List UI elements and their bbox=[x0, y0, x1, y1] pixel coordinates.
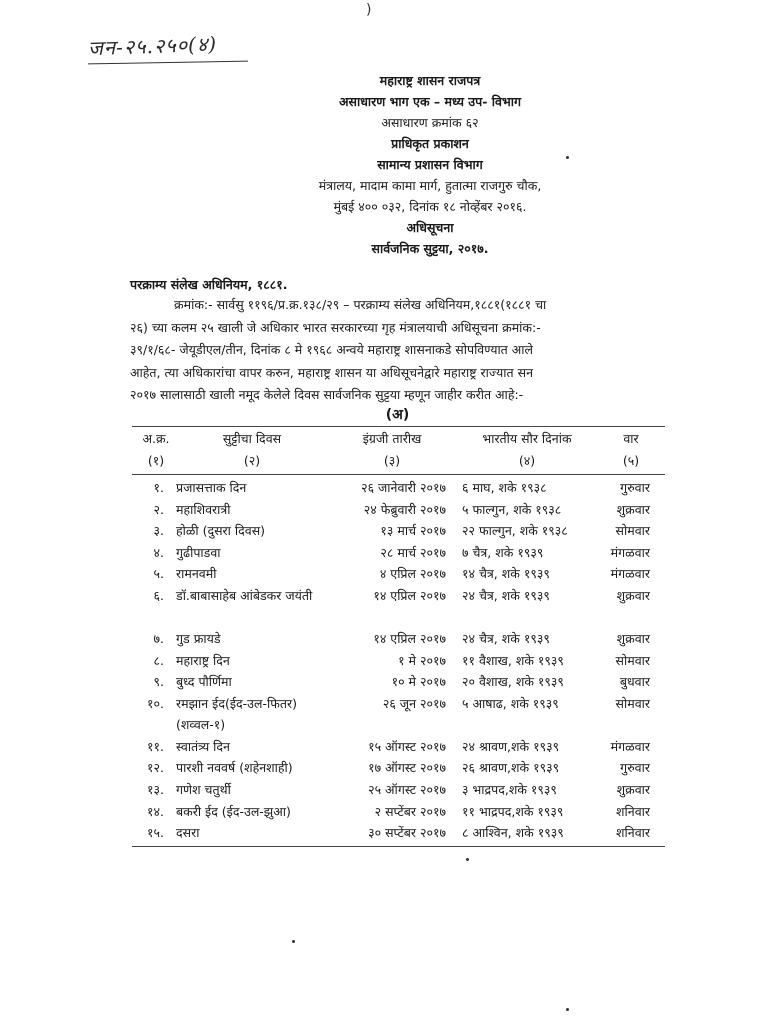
cell-weekday: शुक्रवार bbox=[616, 781, 650, 797]
cell-holiday: दसरा bbox=[176, 825, 200, 841]
table-row bbox=[132, 757, 665, 779]
cell-english-date: १४ एप्रिल २०१७ bbox=[373, 587, 446, 603]
table-row bbox=[132, 542, 665, 564]
table-row bbox=[132, 671, 665, 693]
cell-holiday: पारशी नववर्ष (शहेनशाही) bbox=[176, 760, 293, 776]
scan-speck bbox=[292, 940, 295, 943]
table-body bbox=[132, 477, 665, 844]
cell-weekday: मंगळवार bbox=[610, 566, 650, 582]
paragraph-line: २६) च्या कलम २५ खाली जे अधिकार भारत सरकारच्या गृह मंत्रालयाची अधिसूचना क्रमांक:- bbox=[130, 319, 541, 335]
notice-heading: अधिसूचना bbox=[406, 220, 454, 235]
scan-speck bbox=[566, 1008, 569, 1011]
cell-solar-date: २२ फाल्गुन, शके १९३८ bbox=[462, 523, 568, 539]
table-row bbox=[132, 693, 665, 736]
table-section-label: (अ) bbox=[385, 407, 410, 423]
cell-english-date: १ मे २०१७ bbox=[398, 652, 446, 668]
table-row bbox=[132, 499, 665, 521]
cell-english-date: १४ एप्रिल २०१७ bbox=[373, 630, 446, 646]
cell-serial: ९. bbox=[153, 674, 164, 690]
table-header-rule bbox=[132, 474, 665, 475]
cell-solar-date: ६ माघ, शके १९३८ bbox=[462, 480, 547, 495]
cell-holiday: महाराष्ट्र दिन bbox=[176, 652, 230, 668]
table-row bbox=[132, 779, 665, 801]
cell-solar-date: ३ भाद्रपद,शके १९३९ bbox=[462, 781, 557, 797]
handwritten-reference-note: जन-२५.२५०(४) bbox=[87, 31, 218, 61]
cell-weekday: सोमवार bbox=[615, 523, 650, 539]
cell-english-date: २६ जून २०१७ bbox=[382, 695, 446, 711]
cell-weekday: सोमवार bbox=[615, 695, 650, 711]
cell-english-date: २४ फेब्रुवारी २०१७ bbox=[363, 501, 446, 517]
paragraph-line: २०१७ सालासाठी खाली नमूद केलेले दिवस सार्वजनिक सुट्टया म्हणून जाहीर करीत आहे:- bbox=[130, 387, 524, 402]
cell-holiday: बुध्द पौर्णिमा bbox=[176, 674, 232, 690]
cell-weekday: गुरुवार bbox=[620, 760, 650, 776]
cell-serial: २. bbox=[153, 501, 164, 517]
cell-weekday: शुक्रवार bbox=[616, 501, 650, 517]
cell-holiday: गुड फ्रायडे bbox=[176, 630, 221, 646]
cell-weekday: बुधवार bbox=[619, 674, 650, 690]
paragraph-line: आहेत, त्या अधिकारांचा वापर करुन, महाराष्ट्र शासन या अधिसूचनेद्वारे महाराष्ट्र राज्यात सन bbox=[130, 364, 534, 380]
top-mark: ) bbox=[366, 2, 372, 18]
column-number: (५) bbox=[622, 453, 640, 468]
gazette-department: सामान्य प्रशासन विभाग bbox=[377, 157, 483, 172]
cell-serial: १५. bbox=[147, 825, 164, 841]
cell-solar-date: ५ फाल्गुन, शके १९३८ bbox=[462, 501, 562, 517]
cell-english-date: ३० सप्टेंबर २०१७ bbox=[368, 825, 446, 841]
cell-solar-date: २४ चैत्र, शके १९३९ bbox=[462, 587, 550, 603]
table-bottom-rule bbox=[132, 846, 665, 847]
cell-solar-date: २६ श्रावण,शके १९३९ bbox=[462, 760, 560, 776]
cell-serial: १. bbox=[153, 480, 164, 495]
scan-speck bbox=[466, 858, 469, 861]
cell-serial: ६. bbox=[153, 587, 164, 603]
cell-english-date: २८ मार्च २०१७ bbox=[380, 544, 446, 560]
cell-serial: १२. bbox=[147, 760, 164, 776]
cell-solar-date: २४ चैत्र, शके १९३९ bbox=[462, 630, 550, 646]
cell-solar-date: ११ भाद्रपद,शके १९३९ bbox=[462, 803, 564, 819]
cell-serial: १०. bbox=[147, 695, 164, 711]
cell-holiday: डॉ.बाबासाहेब आंबेडकर जयंती bbox=[176, 587, 313, 603]
column-number: (४) bbox=[518, 453, 536, 468]
cell-serial: ३. bbox=[153, 523, 164, 539]
gazette-address: मंत्रालय, मादाम कामा मार्ग, हुतात्मा राजगुरु चौक, bbox=[318, 178, 542, 193]
cell-holiday: गुढीपाडवा bbox=[176, 544, 221, 560]
table-row bbox=[132, 736, 665, 758]
cell-serial: ५. bbox=[153, 566, 164, 582]
cell-solar-date: ५ आषाढ, शके १९३९ bbox=[462, 695, 559, 711]
cell-holiday: गणेश चतुर्थी bbox=[176, 781, 231, 797]
cell-weekday: शुक्रवार bbox=[616, 630, 650, 646]
column-number: (२) bbox=[243, 453, 261, 468]
cell-english-date: ४ एप्रिल २०१७ bbox=[379, 566, 446, 582]
header-weekday: वार bbox=[623, 431, 639, 446]
cell-holiday: स्वातंत्र्य दिन bbox=[176, 738, 230, 754]
table-row bbox=[132, 822, 665, 844]
gazette-header bbox=[200, 70, 660, 259]
body-paragraph bbox=[130, 294, 665, 407]
table-row bbox=[132, 650, 665, 672]
cell-english-date: १३ मार्च २०१७ bbox=[380, 523, 446, 539]
cell-holiday: प्रजासत्ताक दिन bbox=[176, 480, 247, 495]
header-indian-solar-date: भारतीय सौर दिनांक bbox=[482, 431, 572, 446]
cell-solar-date: २० वैशाख, शके १९३९ bbox=[462, 674, 564, 690]
cell-weekday: शनिवार bbox=[616, 803, 650, 819]
gazette-title: महाराष्ट्र शासन राजपत्र bbox=[379, 73, 481, 88]
handwritten-underline bbox=[88, 61, 248, 65]
cell-english-date: १० मे २०१७ bbox=[391, 674, 446, 690]
gazette-city-date: मुंबई ४०० ०३२, दिनांक १८ नोव्हेंबर २०१६. bbox=[333, 199, 527, 214]
cell-weekday: मंगळवार bbox=[610, 544, 650, 560]
table-row bbox=[132, 563, 665, 585]
cell-weekday: गुरुवार bbox=[620, 480, 650, 495]
cell-serial: १३. bbox=[147, 781, 164, 797]
cell-holiday: रामनवमी bbox=[176, 566, 217, 582]
cell-solar-date: १४ चैत्र, शके १९३९ bbox=[462, 566, 550, 582]
table-row bbox=[132, 801, 665, 823]
cell-weekday: शुक्रवार bbox=[616, 587, 650, 603]
header-serial: अ.क्र. bbox=[142, 431, 170, 446]
cell-serial: १४. bbox=[147, 803, 164, 819]
cell-weekday: मंगळवार bbox=[610, 738, 650, 754]
cell-holiday: होळी (दुसरा दिवस) bbox=[176, 523, 266, 539]
cell-solar-date: ८ आश्विन, शके १९३९ bbox=[462, 825, 564, 841]
cell-holiday: महाशिवरात्री bbox=[176, 501, 231, 517]
cell-holiday: रमझान ईद(ईद-उल-फितर) (शव्वल-१) bbox=[176, 695, 297, 732]
scan-speck bbox=[566, 156, 569, 159]
cell-weekday: सोमवार bbox=[615, 652, 650, 668]
cell-serial: ७. bbox=[153, 630, 164, 646]
cell-english-date: १७ ऑगस्ट २०१७ bbox=[368, 760, 446, 776]
act-title: परक्राम्य संलेख अधिनियम, १८८१. bbox=[130, 277, 288, 292]
cell-holiday: बकरी ईद (ईद-उल-झुआ) bbox=[176, 803, 291, 819]
gazette-part: असाधारण भाग एक – मध्य उप- विभाग bbox=[338, 94, 522, 109]
column-number: (३) bbox=[383, 453, 401, 468]
cell-serial: ११. bbox=[147, 738, 164, 754]
cell-solar-date: ११ वैशाख, शके १९३९ bbox=[462, 652, 564, 668]
paragraph-line: ३९/१/६८- जेयूडीएल/तीन, दिनांक ८ मे १९६८ अन्वये महाराष्ट्र शासनाकडे सोपविण्यात आले bbox=[130, 342, 534, 357]
table-row bbox=[132, 477, 665, 499]
table-row bbox=[132, 628, 665, 650]
table-row bbox=[132, 520, 665, 542]
table-top-rule bbox=[132, 426, 665, 427]
gazette-authority: प्राधिकृत प्रकाशन bbox=[391, 136, 469, 151]
header-holiday: सुट्टीचा दिवस bbox=[222, 431, 282, 446]
cell-serial: ८. bbox=[153, 652, 164, 668]
cell-english-date: १५ ऑगस्ट २०१७ bbox=[368, 738, 446, 754]
notice-subject: सार्वजनिक सुट्टया, २०१७. bbox=[371, 241, 489, 256]
table-row bbox=[132, 585, 665, 628]
column-number: (१) bbox=[147, 453, 165, 468]
cell-solar-date: २४ श्रावण,शके १९३९ bbox=[462, 738, 560, 754]
cell-english-date: २ सप्टेंबर २०१७ bbox=[374, 803, 446, 819]
cell-weekday: शनिवार bbox=[616, 825, 650, 841]
gazette-issue-number: असाधारण क्रमांक ६२ bbox=[381, 115, 479, 130]
cell-serial: ४. bbox=[153, 544, 164, 560]
cell-english-date: २६ जानेवारी २०१७ bbox=[361, 480, 446, 495]
cell-english-date: २५ ऑगस्ट २०१७ bbox=[368, 781, 446, 797]
cell-solar-date: ७ चैत्र, शके १९३९ bbox=[462, 544, 544, 560]
header-english-date: इंग्रजी तारीख bbox=[362, 431, 422, 446]
paragraph-line: क्रमांक:- सार्वसु ११९६/प्र.क्र.१३८/२९ – परक्राम्य संलेख अधिनियम,१८८१(१८८१ चा bbox=[174, 297, 547, 312]
